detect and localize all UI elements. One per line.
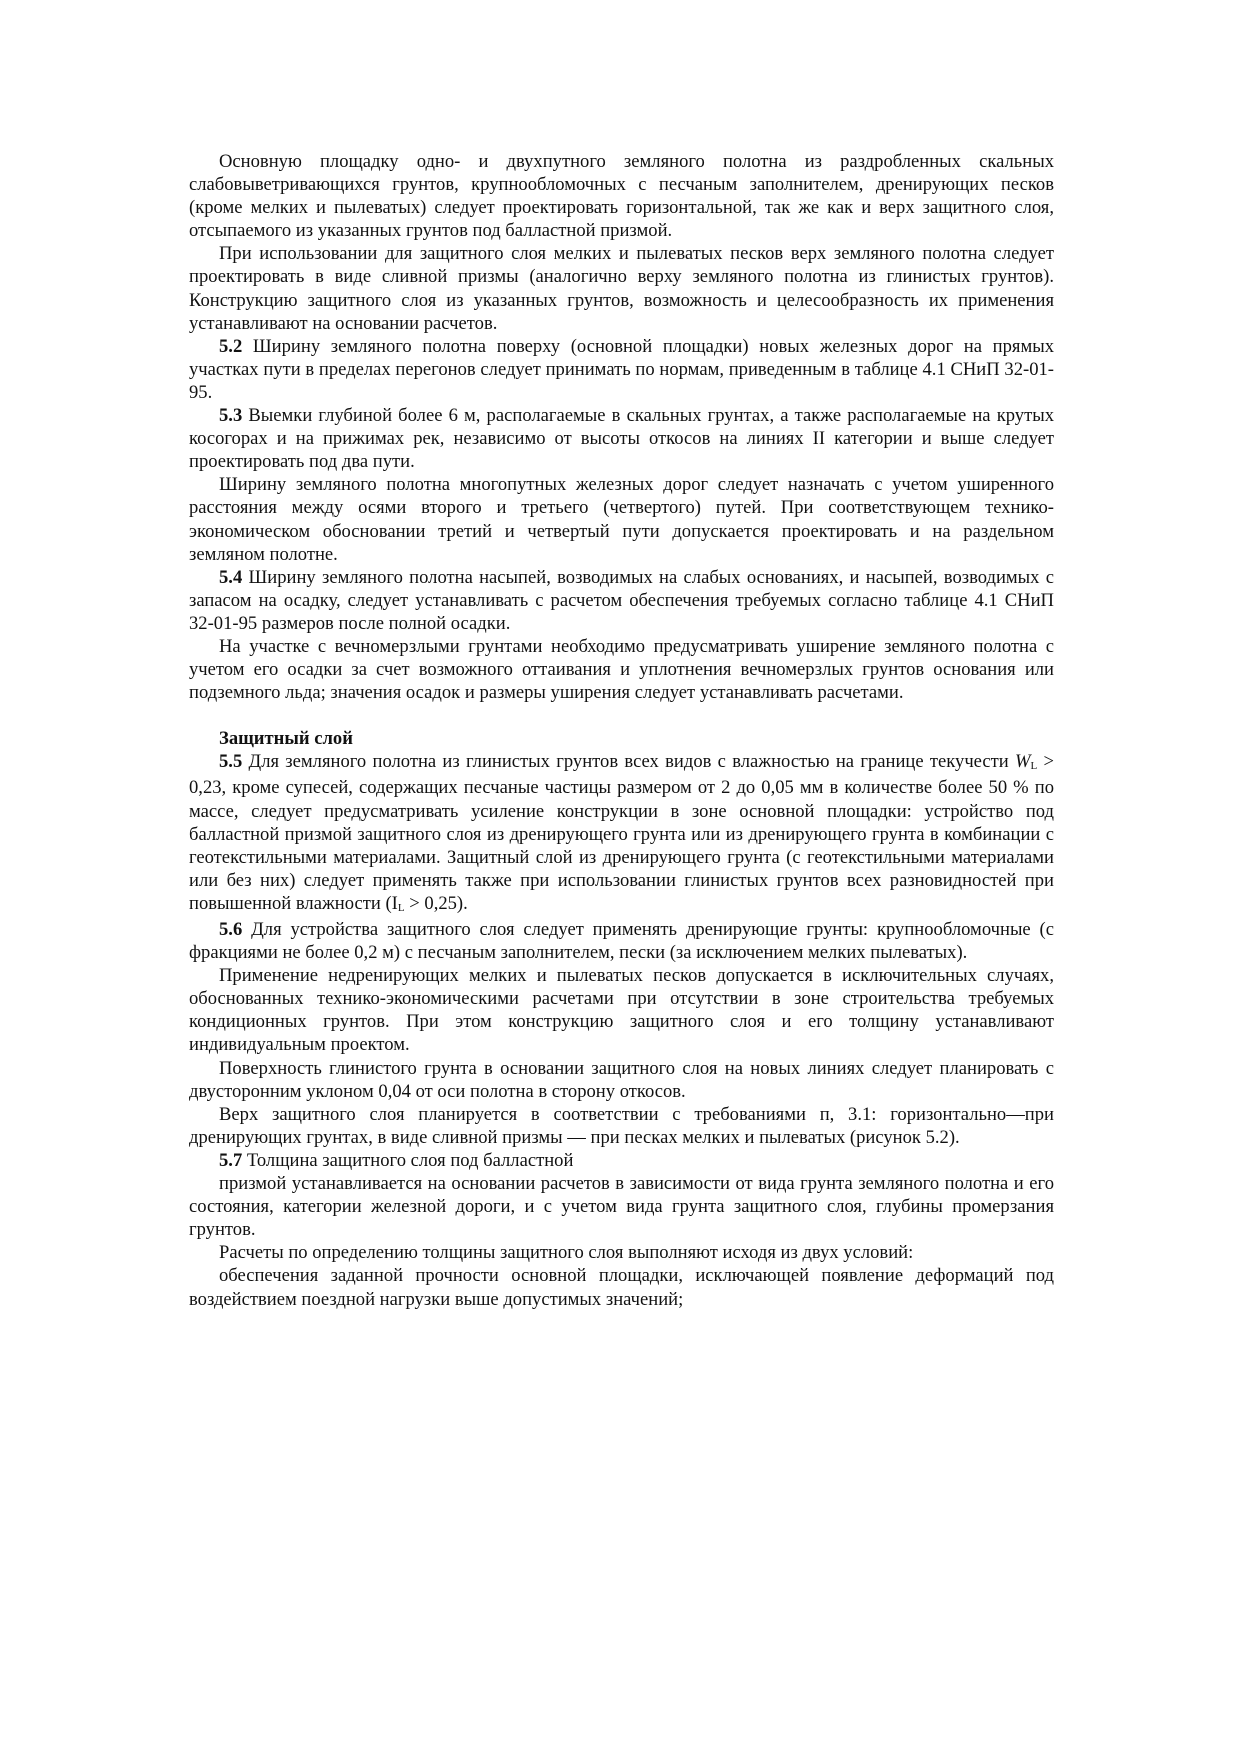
paragraph: Основную площадку одно- и двухпутного земляного полотна из раздробленных скальных слабовыветривающихся грунтов, крупнообломочных с песчаным заполнителем, дренирующих песков (кроме мелких и пылеватых) следует проектировать горизонтальной, так же как и верх защитного слоя, отсыпаемого из указанных грунтов под балластной призмой. (189, 151, 1054, 242)
paragraph: обеспечения заданной прочности основной площадки, исключающей появление деформаций под воздействием поездной нагрузки выше допустимых значений; (189, 1265, 1054, 1310)
clause-5-2: 5.2 Ширину земляного полотна поверху (основной площадки) новых железных дорог на прямых участках пути в пределах перегонов следует принимать по нормам, приведенным в таблице 4.1 СНиП 32-01-95. (189, 335, 1054, 403)
clause-5-4: 5.4 Ширину земляного полотна насыпей, возводимых на слабых основаниях, и насыпей, возводимых с запасом на осадку, следует устанавливать с расчетом обеспечения требуемых согласно таблице 4.1 СНиП 32-01-95 размеров после полной осадки. (189, 566, 1054, 634)
clause-number: 5.6 (219, 919, 243, 940)
paragraph: На участке с вечномерзлыми грунтами необходимо предусматривать уширение земляного полотна с учетом его осадки за счет возможного оттаивания и уплотнения вечномерзлых грунтов основания или подземного льда; значения осадок и размеры уширения следует устанавливать расчетами. (189, 635, 1054, 704)
paragraph: Ширину земляного полотна многопутных железных дорог следует назначать с учетом уширенного расстояния между осями второго и третьего (четвертого) путей. При соответствующем технико-экономическом обосновании третий и четвертый пути допускается проектировать и на раздельном земляном полотне. (189, 474, 1054, 565)
clause-5-7: 5.7 Толщина защитного слоя под балластной (219, 1149, 574, 1171)
section-heading: Защитный слой (219, 728, 353, 750)
symbol-w: W (1015, 751, 1031, 773)
paragraph: призмой устанавливается на основании расчетов в зависимости от вида грунта земляного полотна и его состояния, категории железной дороги, и с учетом вида грунта защитного слоя, глубины промерзания грунтов. (189, 1173, 1054, 1241)
clause-5-6: 5.6 Для устройства защитного слоя следует применять дренирующие грунты: крупнообломочные (с фракциями не более 0,2 м) с песчаным заполнителем, пески (за исключением мелких пылеватых). (189, 919, 1054, 964)
paragraph: Поверхность глинистого грунта в основании защитного слоя на новых линиях следует планировать с двусторонним уклоном 0,04 от оси полотна в сторону откосов. (189, 1057, 1054, 1102)
clause-number: 5.7 (219, 1149, 243, 1171)
clause-number: 5.5 (219, 751, 243, 773)
paragraph: Применение недренирующих мелких и пылеватых песков допускается в исключительных случаях, обоснованных технико-экономическими расчетами при отсутствии в зоне строительства требуемых кондиционных грунтов. При этом конструкцию защитного слоя и его толщину устанавливают индивидуальным проектом. (189, 965, 1054, 1056)
paragraph: Верх защитного слоя планируется в соответствии с требованиями п, 3.1: горизонтально—при дренирующих грунтах, в виде сливной призмы — при песках мелких и пылеватых (рисунок 5.2). (189, 1103, 1054, 1148)
subscript: L (1030, 760, 1038, 773)
paragraph: Расчеты по определению толщины защитного слоя выполняют исходя из двух условий: (219, 1242, 914, 1264)
clause-number: 5.3 (219, 405, 243, 427)
document-page (189, 150, 1054, 1311)
clause-number: 5.4 (219, 566, 243, 588)
clause-5-5: 5.5 Для земляного полотна из глинистых грунтов всех видов с влажностью на границе текучести $W_L > 0,23$, кроме супесей, содержащих песчаные частицы размером от 2 до 0,05 мм в количестве более 50 % по массе, следует предусматривать усиление конструкции в зоне основной площадки: устройство под балластной призмой защитного слоя из дренирующего грунта или из дренирующего грунта в комбинации с геотекстильными материалами. Защитный слой из дренирующего грунта (с геотекстильными материалами или без них) следует применять также при использовании глинистых грунтов всех разновидностей при повышенной влажности $(I_L > 0,25)$. (189, 751, 1054, 914)
clause-5-3: 5.3 Выемки глубиной более 6 м, располагаемые в скальных грунтах, а также располагаемые на крутых косогорах и на прижимах рек, независимо от высоты откосов на линиях II категории и выше следует проектировать под два пути. (189, 405, 1054, 473)
subscript: L (397, 901, 405, 914)
paragraph: При использовании для защитного слоя мелких и пылеватых песков верх земляного полотна следует проектировать в виде сливной призмы (аналогично верху земляного полотна из глинистых грунтов). Конструкцию защитного слоя из указанных грунтов, возможность и целесообразность их применения устанавливают на основании расчетов. (189, 243, 1054, 334)
clause-number: 5.2 (219, 335, 243, 357)
